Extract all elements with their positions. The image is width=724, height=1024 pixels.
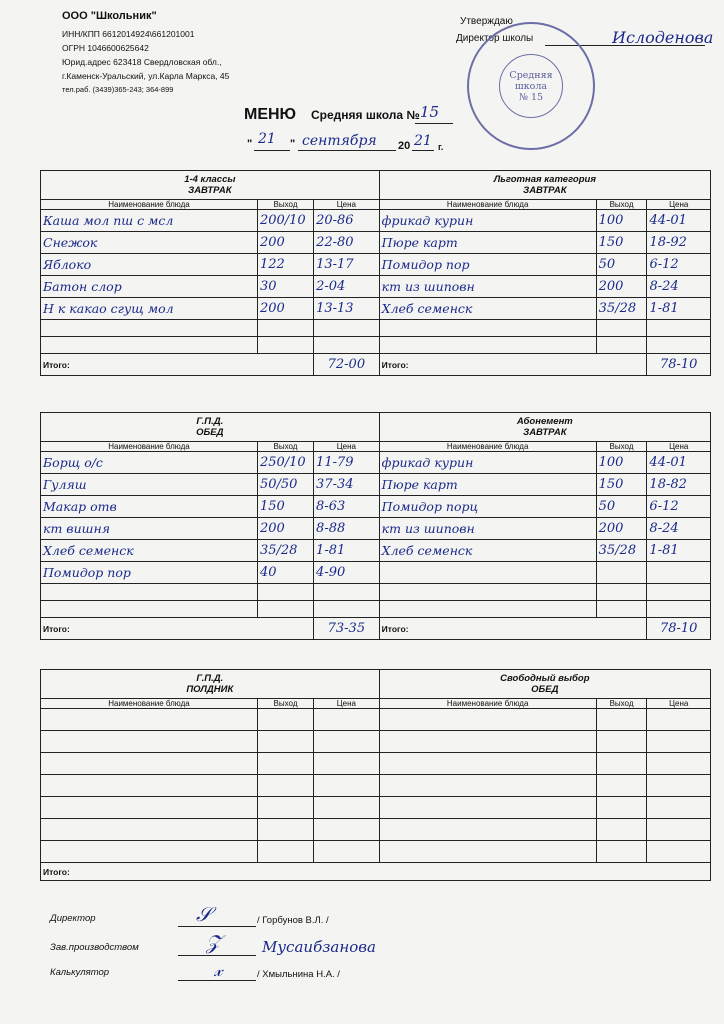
section-header-preferential-breakfast: Льготная категория ЗАВТРАК <box>379 171 710 200</box>
table-row: Хлеб семенск 35/28 1-81 Хлеб семенск 35/28 1-81 <box>41 540 711 562</box>
table-row-empty <box>41 320 711 337</box>
date-day-line <box>254 150 290 151</box>
date-suffix: г. <box>438 142 444 152</box>
stamp-center <box>499 54 563 118</box>
table-row-empty <box>41 775 711 797</box>
section-header-gpd-lunch: Г.П.Д. ОБЕД <box>41 413 380 442</box>
col-header-output: Выход <box>257 200 313 210</box>
date-year-prefix: 20 <box>398 140 411 152</box>
table-row: Помидор пор 40 4-90 <box>41 562 711 584</box>
calculator-signature: 𝓍 <box>214 960 223 981</box>
date-day: 21 <box>258 131 276 147</box>
table-row-empty <box>41 753 711 775</box>
manager-label: Зав.производством <box>50 942 139 953</box>
section-header-subscription-breakfast: Абонемент ЗАВТРАК <box>379 413 710 442</box>
manager-signature: 𝒵 <box>206 930 222 954</box>
table-row: Каша мол пш с мсл 200/10 20-86 фрикад курин 100 44-01 <box>41 210 711 232</box>
manager-signature-line <box>178 955 256 956</box>
table-row-empty <box>41 731 711 753</box>
stamp-line-1: Средняя <box>509 69 553 81</box>
date-year-line <box>412 150 434 151</box>
company-name: ООО "Школьник" <box>62 10 157 22</box>
table-row: Макар отв 150 8-63 Помидор порц 50 6-12 <box>41 496 711 518</box>
calculator-label: Калькулятор <box>50 967 110 978</box>
table-row-empty <box>41 584 711 601</box>
director-signature: 𝒮 <box>196 902 212 926</box>
school-number: 15 <box>420 103 440 121</box>
menu-table-snack <box>40 669 711 881</box>
menu-table-breakfast <box>40 170 711 376</box>
total-value: 73-35 <box>314 618 380 640</box>
table-row-empty <box>41 709 711 731</box>
calculator-name: / Хмыльнина Н.А. / <box>257 969 340 980</box>
table-row: Батон слор 30 2-04 кт из шиповн 200 8-24 <box>41 276 711 298</box>
col-header-name: Наименование блюда <box>41 200 258 210</box>
col-header-price: Цена <box>314 699 380 709</box>
col-header-price: Цена <box>647 442 711 452</box>
col-header-price: Цена <box>647 200 711 210</box>
total-value: 78-10 <box>647 618 711 640</box>
date-month: сентября <box>302 133 377 149</box>
table-row: Снежок 200 22-80 Пюре карт 150 18-92 <box>41 232 711 254</box>
director-label: Директор <box>50 913 96 924</box>
date-open-quote: " <box>247 138 253 150</box>
col-header-name: Наименование блюда <box>379 200 596 210</box>
total-label: Итого: <box>41 618 314 640</box>
col-header-price: Цена <box>314 442 380 452</box>
director-school-label: Директор школы <box>456 33 534 44</box>
school-number-line <box>415 123 453 124</box>
col-header-output: Выход <box>257 699 313 709</box>
approval-signature: Ислоденова <box>612 28 714 47</box>
manager-name: Мусаибзанова <box>262 938 376 956</box>
table-row: Борщ о/с 250/10 11-79 фрикад курин 100 44-01 <box>41 452 711 474</box>
director-name: / Горбунов В.Л. / <box>257 915 329 926</box>
section-header-free-choice-lunch: Свободный выбор ОБЕД <box>379 670 710 699</box>
school-label: Средняя школа № <box>311 108 420 122</box>
total-label: Итого: <box>379 618 647 640</box>
col-header-output: Выход <box>596 442 647 452</box>
company-phone: тел.раб. (3439)365-243; 364-899 <box>62 85 174 94</box>
col-header-name: Наименование блюда <box>379 442 596 452</box>
col-header-name: Наименование блюда <box>379 699 596 709</box>
table-row: Гуляш 50/50 37-34 Пюре карт 150 18-82 <box>41 474 711 496</box>
total-value: 72-00 <box>314 354 380 376</box>
table-row-empty <box>41 337 711 354</box>
total-label: Итого: <box>41 354 314 376</box>
table-row: Н к какао сгущ мол 200 13-13 Хлеб семенск 35/28 1-81 <box>41 298 711 320</box>
section-header-1-4-breakfast: 1-4 классы ЗАВТРАК <box>41 171 380 200</box>
col-header-output: Выход <box>596 200 647 210</box>
company-address-2: г.Каменск-Уральский, ул.Карла Маркса, 45 <box>62 71 230 81</box>
school-stamp <box>467 22 595 150</box>
approve-label: Утверждаю <box>460 16 513 27</box>
table-row-empty <box>41 841 711 863</box>
total-row <box>41 863 711 881</box>
total-label: Итого: <box>41 863 711 881</box>
table-row: Яблоко 122 13-17 Помидор пор 50 6-12 <box>41 254 711 276</box>
date-month-line <box>298 150 396 151</box>
table-row-empty <box>41 819 711 841</box>
director-signature-line <box>178 926 256 927</box>
company-ogrn: ОГРН 1046600625642 <box>62 43 149 53</box>
menu-title: МЕНЮ <box>244 106 297 123</box>
section-header-gpd-snack: Г.П.Д. ПОЛДНИК <box>41 670 380 699</box>
col-header-output: Выход <box>257 442 313 452</box>
company-address-1: Юрид.адрес 623418 Свердловская обл., <box>62 57 222 67</box>
col-header-name: Наименование блюда <box>41 699 258 709</box>
total-row <box>41 354 711 376</box>
total-value: 78-10 <box>647 354 711 376</box>
table-row: кт вишня 200 8-88 кт из шиповн 200 8-24 <box>41 518 711 540</box>
stamp-line-2: школа <box>514 80 548 92</box>
table-row-empty <box>41 797 711 819</box>
date-close-quote: " <box>290 138 296 150</box>
col-header-name: Наименование блюда <box>41 442 258 452</box>
col-header-price: Цена <box>647 699 711 709</box>
col-header-output: Выход <box>596 699 647 709</box>
total-row <box>41 618 711 640</box>
date-year: 21 <box>414 133 432 149</box>
col-header-price: Цена <box>314 200 380 210</box>
company-inn: ИНН/КПП 6612014924\661201001 <box>62 29 195 39</box>
stamp-line-3: № 15 <box>518 91 544 103</box>
total-label: Итого: <box>379 354 647 376</box>
menu-table-lunch <box>40 412 711 640</box>
table-row-empty <box>41 601 711 618</box>
